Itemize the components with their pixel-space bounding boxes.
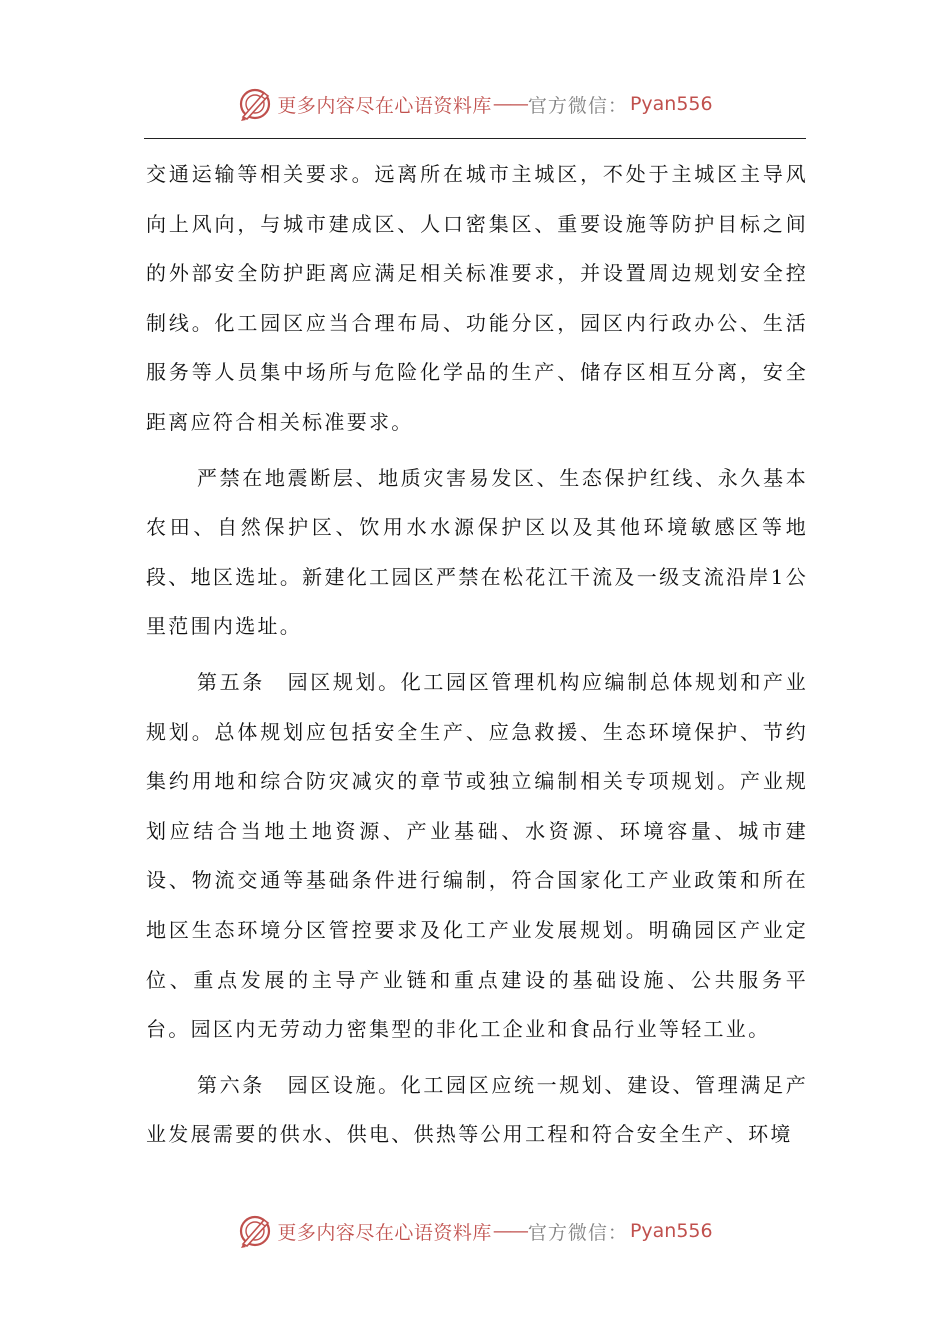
footer-banner: [0, 1211, 950, 1251]
header-banner-title: 更多内容尽在心语资料库: [277, 94, 492, 117]
paragraph-2: 严禁在地震断层、地质灾害易发区、生态保护红线、永久基本农田、自然保护区、饮用水水源保护区以及其他环境敏感区等地段、地区选址。新建化工园区严禁在松花江干流及一级支流沿岸1公里范围内选址。: [146, 465, 808, 639]
footer-banner-label: 官方微信：: [527, 1221, 628, 1244]
header-divider: [144, 138, 806, 139]
header-banner-wechat: Pyan556: [629, 93, 713, 115]
footer-banner-wechat: Pyan556: [629, 1220, 713, 1242]
footer-banner-dash: ——: [492, 1220, 527, 1242]
footer-banner-title: 更多内容尽在心语资料库: [277, 1221, 492, 1244]
header-banner: [0, 84, 950, 124]
pen-logo-icon: [237, 1213, 273, 1249]
paragraph-4-article-6: 第六条 园区设施。化工园区应统一规划、建设、管理满足产业发展需要的供水、供电、供热等公用工程和符合安全生产、环境: [146, 1072, 808, 1147]
header-banner-dash: ——: [492, 93, 527, 115]
document-body: [146, 150, 808, 1160]
header-banner-label: 官方微信：: [527, 94, 628, 117]
paragraph-3-article-5: 第五条 园区规划。化工园区管理机构应编制总体规划和产业规划。总体规划应包括安全生产、应急救援、生态环境保护、节约集约用地和综合防灾减灾的章节或独立编制相关专项规划。产业规划应结合当地土地资源、产业基础、水资源、环境容量、城市建设、物流交通等基础条件进行编制，符合国家化工产业政策和所在地区生态环境分区管控要求及化工产业发展规划。明确园区产业定位、重点发展的主导产业链和重点建设的基础设施、公共服务平台。园区内无劳动力密集型的非化工企业和食品行业等轻工业。: [146, 669, 808, 1042]
paragraph-1: 交通运输等相关要求。远离所在城市主城区，不处于主城区主导风向上风向，与城市建成区、人口密集区、重要设施等防护目标之间的外部安全防护距离应满足相关标准要求，并设置周边规划安全控制线。化工园区应当合理布局、功能分区，园区内行政办公、生活服务等人员集中场所与危险化学品的生产、储存区相互分离，安全距离应符合相关标准要求。: [146, 162, 808, 434]
pen-logo-icon: [237, 86, 273, 122]
